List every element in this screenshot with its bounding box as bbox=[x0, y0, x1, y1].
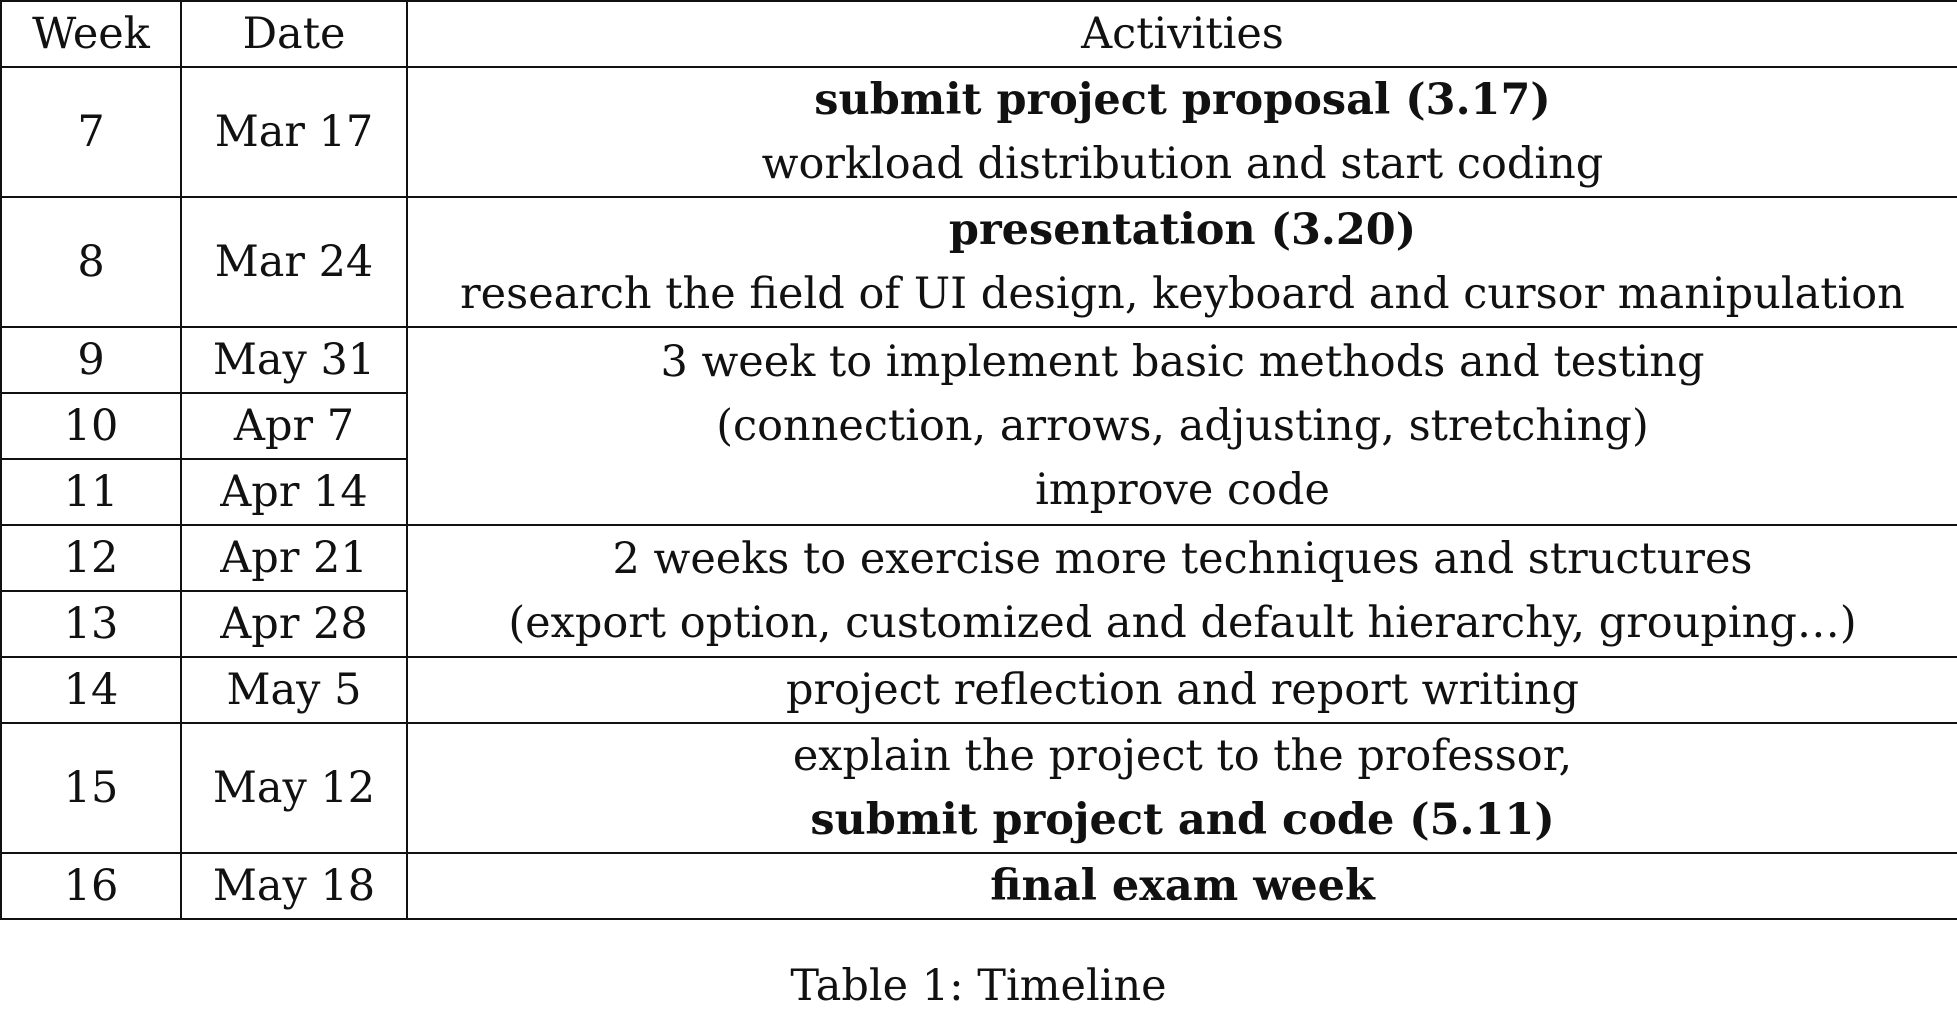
header-date: Date bbox=[181, 1, 407, 67]
activities-cell bbox=[407, 723, 1957, 853]
date-cell: May 5 bbox=[181, 657, 407, 723]
activity-line: improve code bbox=[1035, 465, 1330, 515]
header-activities: Activities bbox=[407, 1, 1957, 67]
header-week: Week bbox=[1, 1, 181, 67]
activities-cell bbox=[407, 853, 1957, 919]
activity-line: (connection, arrows, adjusting, stretching) bbox=[716, 401, 1649, 451]
activities-cell bbox=[407, 197, 1957, 327]
table-row bbox=[1, 853, 1957, 919]
table-row bbox=[1, 723, 1957, 853]
table-caption: Table 1: Timeline bbox=[790, 961, 1167, 1011]
activity-line: 3 week to implement basic methods and testing bbox=[660, 337, 1705, 387]
week-cell: 8 bbox=[1, 197, 181, 327]
week-cell: 16 bbox=[1, 853, 181, 919]
week-cell: 9 bbox=[1, 327, 181, 393]
week-cell: 14 bbox=[1, 657, 181, 723]
activities-cell bbox=[407, 525, 1957, 657]
week-cell: 12 bbox=[1, 525, 181, 591]
activity-line: (export option, customized and default hierarchy, grouping…) bbox=[508, 598, 1857, 648]
activity-line: workload distribution and start coding bbox=[761, 139, 1604, 189]
date-cell: May 18 bbox=[181, 853, 407, 919]
activity-line: project reflection and report writing bbox=[785, 665, 1580, 715]
activity-line: 2 weeks to exercise more techniques and structures bbox=[612, 534, 1753, 584]
activity-line: final exam week bbox=[990, 861, 1375, 911]
week-cell: 10 bbox=[1, 393, 181, 459]
table-row bbox=[1, 197, 1957, 327]
activity-line: submit project proposal (3.17) bbox=[814, 75, 1551, 125]
table-row bbox=[1, 657, 1957, 723]
week-cell: 15 bbox=[1, 723, 181, 853]
activities-cell bbox=[407, 67, 1957, 197]
activity-line: research the field of UI design, keyboard and cursor manipulation bbox=[460, 269, 1905, 319]
week-cell: 11 bbox=[1, 459, 181, 525]
activities-cell bbox=[407, 327, 1957, 525]
date-cell: Mar 17 bbox=[181, 67, 407, 197]
date-cell: May 31 bbox=[181, 327, 407, 393]
activities-cell bbox=[407, 657, 1957, 723]
table-row bbox=[1, 525, 1957, 591]
header-row bbox=[1, 1, 1957, 67]
activity-line: presentation (3.20) bbox=[948, 205, 1417, 255]
date-cell: Apr 28 bbox=[181, 591, 407, 657]
date-cell: Mar 24 bbox=[181, 197, 407, 327]
date-cell: Apr 21 bbox=[181, 525, 407, 591]
date-cell: Apr 14 bbox=[181, 459, 407, 525]
date-cell: Apr 7 bbox=[181, 393, 407, 459]
activity-line: submit project and code (5.11) bbox=[810, 795, 1555, 845]
table-row bbox=[1, 67, 1957, 197]
table-row bbox=[1, 327, 1957, 393]
date-cell: May 12 bbox=[181, 723, 407, 853]
activity-line: explain the project to the professor, bbox=[792, 731, 1573, 781]
week-cell: 7 bbox=[1, 67, 181, 197]
week-cell: 13 bbox=[1, 591, 181, 657]
